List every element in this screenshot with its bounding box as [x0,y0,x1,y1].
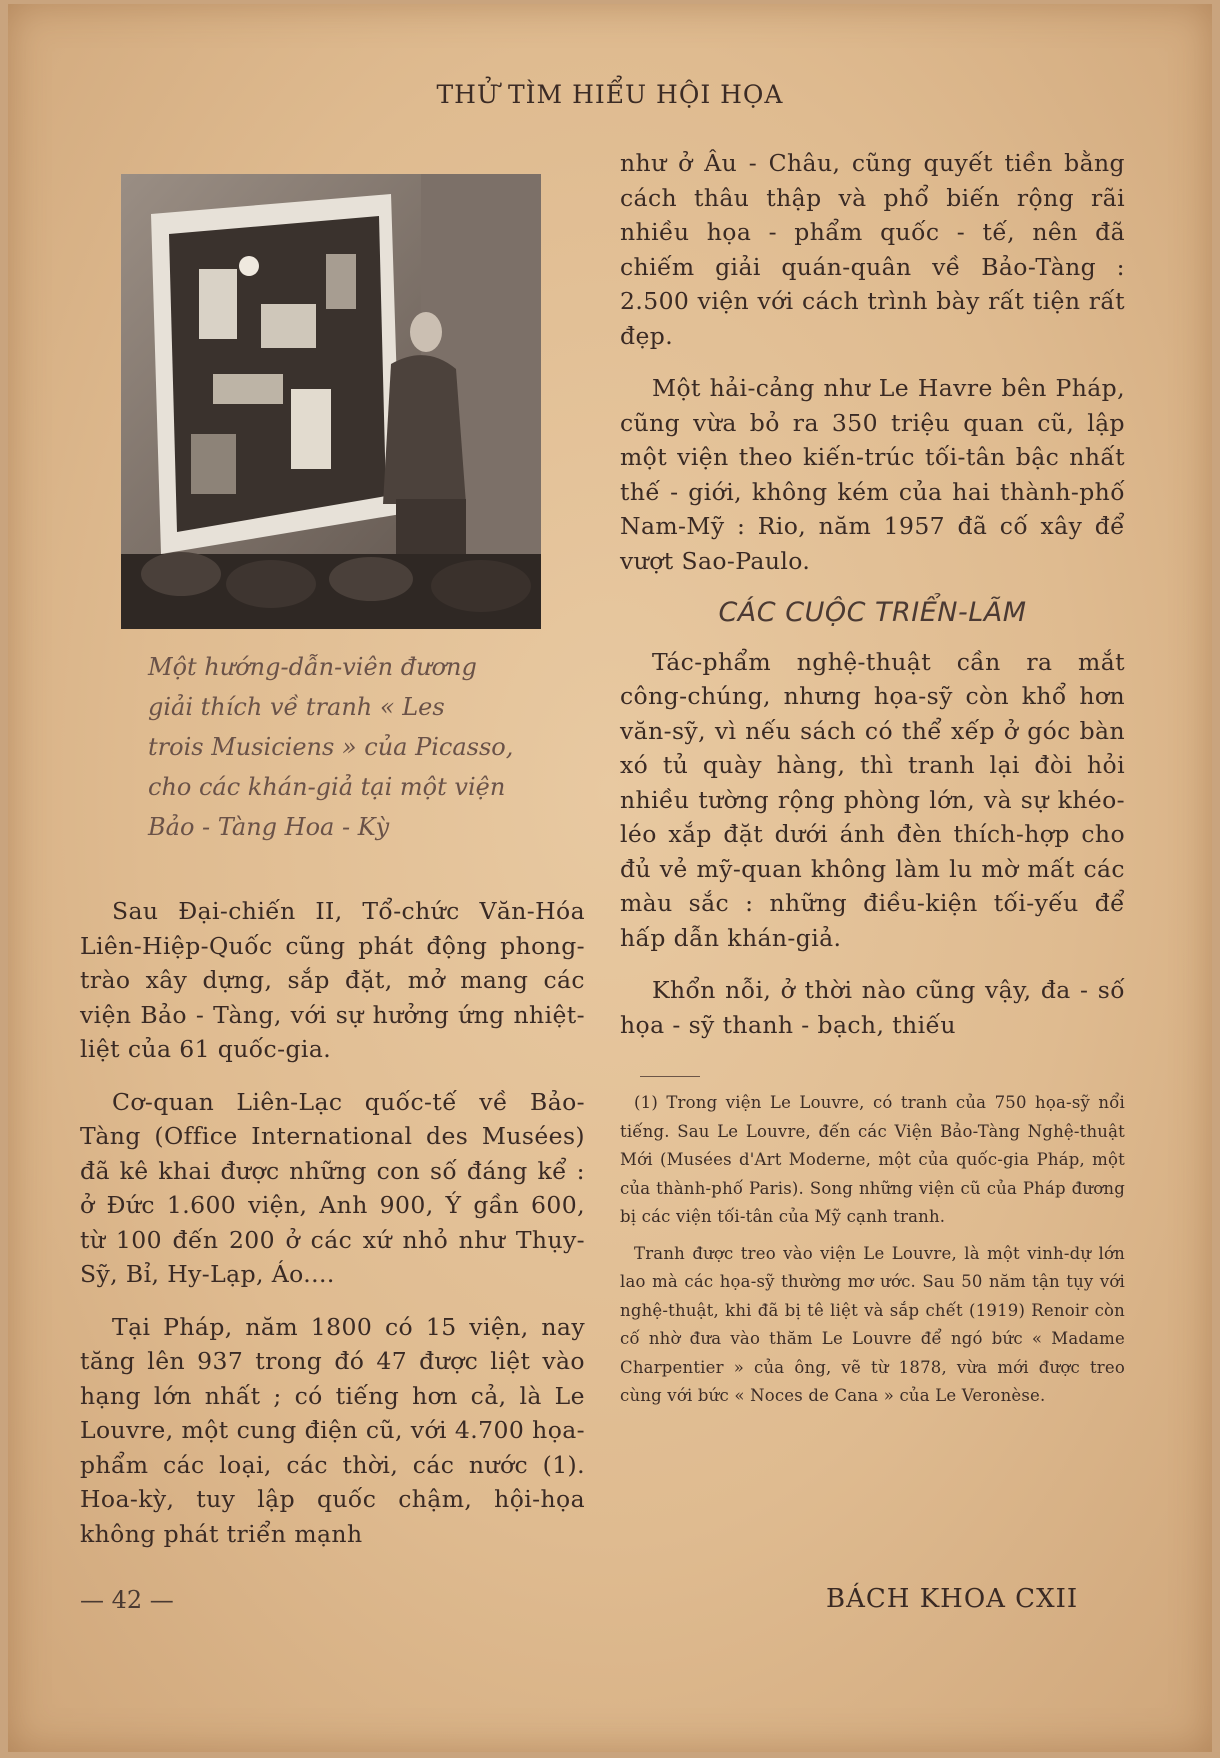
photo-illustration [121,174,541,629]
body-paragraph: Một hải-cảng như Le Havre bên Pháp, cũng vừa bỏ ra 350 triệu quan cũ, lập một viện theo kiến-trúc tối-tân bậc nhất thế - giới, không kém của hai thành-phố Nam-Mỹ : Rio, năm 1957 đã cố xây để vượt Sao-Paulo. [620,374,1125,575]
footnote: Tranh được treo vào viện Le Louvre, là một vinh-dự lớn lao mà các họa-sỹ thường mơ ước. Sau 50 năm tận tụy với nghệ-thuật, khi đã bị tê liệt và sắp chết (1919) Renoir còn cố nhờ đưa vào thăm Le Louvre để ngó bức « Madame Charpentier » của ông, vẽ từ 1878, vừa mới được treo cùng với bức « Noces de Cana » của Le Veronèse. [620,1243,1125,1405]
body-paragraph: Khổn nỗi, ở thời nào cũng vậy, đa - số họa - sỹ thanh - bạch, thiếu [620,976,1125,1039]
left-column [80,894,585,1569]
body-paragraph: như ở Âu - Châu, cũng quyết tiền bằng cách thâu thập và phổ biến rộng rãi nhiều họa - phẩm quốc - tế, nên đã chiếm giải quán-quân về Bảo-Tàng : 2.500 viện với cách trình bày rất tiện rất đẹp. [620,149,1125,350]
publication-name: BÁCH KHOA CXII [826,1584,1079,1614]
caption-line: Một hướng-dẫn-viên đương [148,653,477,681]
page-number: — 42 — [80,1586,174,1614]
document-page [8,4,1212,1752]
caption-line: Bảo - Tàng Hoa - Kỳ [148,813,390,841]
body-paragraph: Tại Pháp, năm 1800 có 15 viện, nay tăng lên 937 trong đó 47 được liệt vào hạng lớn nhất ; có tiếng hơn cả, là Le Louvre, một cung điện cũ, với 4.700 họa-phẩm các loại, các thời, các nước (1). Hoa-kỳ, tuy lập quốc chậm, hội-họa không phát triển mạnh [80,1312,585,1548]
caption-line: giải thích về tranh « Les [148,693,445,721]
footnote: (1) Trong viện Le Louvre, có tranh của 750 họa-sỹ nổi tiếng. Sau Le Louvre, đến các Viện Bảo-Tàng Nghệ-thuật Mới (Musées d'Art Moderne, một của quốc-gia Pháp, một của thành-phố Paris). Song những viện cũ của Pháp đương bị các viện tối-tân của Mỹ cạnh tranh. [620,1093,1125,1226]
body-paragraph: Cơ-quan Liên-Lạc quốc-tế về Bảo-Tàng (Office International des Musées) đã kê khai được những con số đáng kể : ở Đức 1.600 viện, Anh 900, Ý gần 600, từ 100 đến 200 ở các xứ nhỏ như Thụy-Sỹ, Bỉ, Hy-Lạp, Áo.... [80,1087,585,1288]
footnotes [620,1089,1125,1411]
section-heading: CÁC CUỘC TRIỂN-LÃM [718,597,1027,628]
running-header: THỬ TÌM HIỂU HỘI HỌA [436,80,784,109]
photo-caption [148,647,518,847]
caption-line: cho các khán-giả tại một viện [148,773,506,801]
museum-photo [121,174,541,629]
body-paragraph: Sau Đại-chiến II, Tổ-chức Văn-Hóa Liên-Hiệp-Quốc cũng phát động phong-trào xây dựng, sắp đặt, mở mang các viện Bảo - Tàng, với sự hưởng ứng nhiệt-liệt của 61 quốc-gia. [80,897,585,1063]
right-column [620,146,1125,1419]
body-paragraph: Tác-phẩm nghệ-thuật cần ra mắt công-chúng, nhưng họa-sỹ còn khổ hơn văn-sỹ, vì nếu sách có thể xếp ở góc bàn xó tủ quày hàng, thì tranh lại đòi hỏi nhiều tường rộng phòng lớn, và sự khéo-léo xắp đặt dưới ánh đèn thích-hợp cho đủ vẻ mỹ-quan không làm lu mờ mất các màu sắc : những điều-kiện tối-yếu để hấp dẫn khán-giả. [620,647,1125,952]
footnote-divider [640,1076,700,1077]
caption-line: trois Musiciens » của Picasso, [148,733,514,761]
